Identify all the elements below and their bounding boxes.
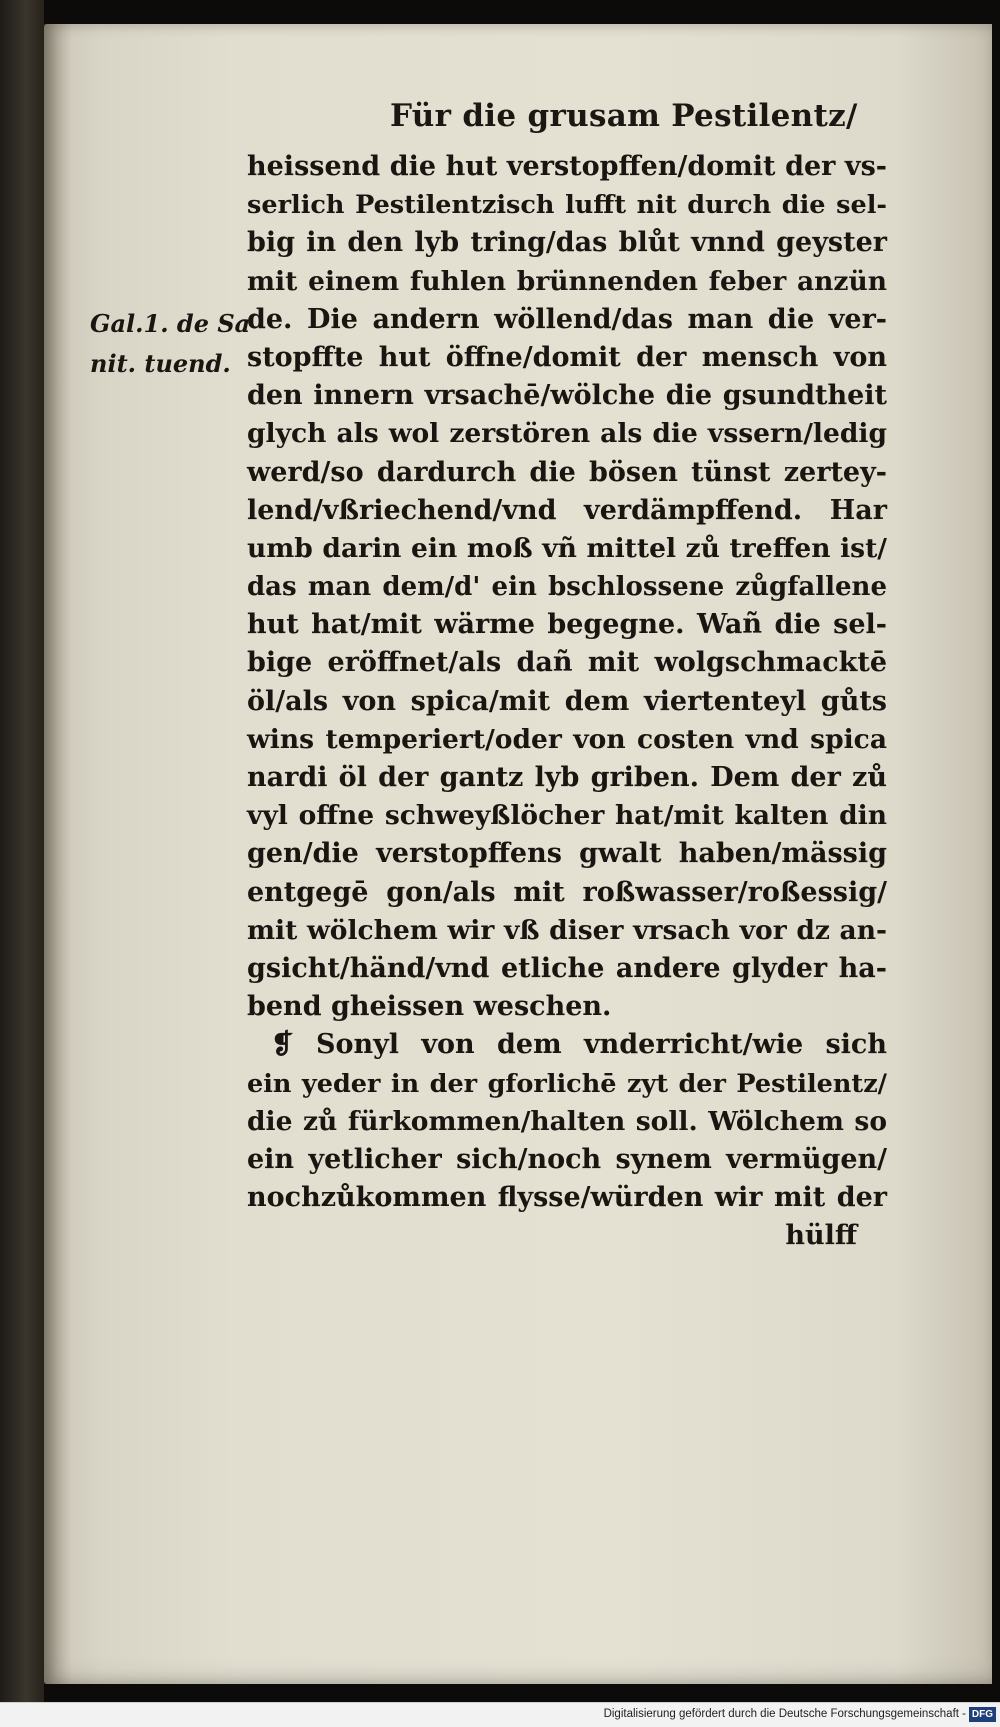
- body-line: mit wölchem wir vß diser vrsach vor dz an-: [247, 914, 887, 946]
- footer-bar: [0, 1702, 1000, 1727]
- paragraph-line: ❡ Sonyl von dem vnderricht/wie sich: [271, 1029, 887, 1061]
- body-line: gsicht/händ/vnd etliche andere glyder ha-: [247, 952, 887, 984]
- body-line: gen/die verstopffens gwalt haben/mässig: [247, 838, 887, 870]
- body-line: de. Die andern wöllend/das man die ver-: [247, 303, 887, 335]
- body-line: umb darin ein moß vñ mittel zů treffen ist/: [247, 532, 887, 564]
- paragraph-line: ein yeder in der gforlichē zyt der Pestilentz/: [247, 1068, 887, 1099]
- body-line: werd/so dardurch die bösen tünst zertey-: [247, 456, 887, 488]
- body-line: heissend die hut verstopffen/domit der vs-: [247, 151, 887, 182]
- dfg-logo: DFG: [969, 1707, 996, 1722]
- body-line: öl/als von spica/mit dem viertenteyl gůts: [247, 685, 887, 717]
- funding-credit: Digitalisierung gefördert durch die Deutsche Forschungsgemeinschaft -: [603, 1708, 966, 1720]
- margin-note-line: Gal.1. de Sa: [90, 309, 251, 338]
- catchword: hülff: [785, 1220, 857, 1252]
- body-line: bige eröffnet/als dañ mit wolgschmacktē: [247, 647, 887, 679]
- gutter-shadow: [44, 24, 72, 1684]
- margin-note: [90, 304, 251, 384]
- body-line: lend/vßriechend/vnd verdämpffend. Har: [247, 494, 887, 526]
- running-head: Für die grusam Pestilentz/: [390, 98, 858, 134]
- body-text: [247, 148, 887, 1255]
- body-line: glych als wol zerstören als die vssern/ledig: [247, 418, 887, 450]
- body-line: wins temperiert/oder von costen vnd spica: [247, 723, 887, 755]
- body-line: den innern vrsachē/wölche die gsundtheit: [247, 380, 887, 412]
- body-line: mit einem fuhlen brünnenden feber anzün: [247, 265, 887, 297]
- body-line: das man dem/d' ein bschlossene zůgfallene: [247, 572, 887, 603]
- body-line: bend gheissen weschen.: [247, 991, 612, 1023]
- book-binding-edge: [0, 0, 44, 1726]
- body-line: big in den lyb tring/das blůt vnnd geyster: [247, 227, 887, 259]
- margin-note-line: nit. tuend.: [90, 349, 231, 378]
- body-line: nardi öl der gantz lyb griben. Dem der zů: [247, 762, 887, 793]
- body-line: vyl offne schweyßlöcher hat/mit kalten din: [247, 800, 887, 832]
- body-line: stopffte hut öffne/domit der mensch von: [247, 341, 887, 373]
- body-line: hut hat/mit wärme begegne. Wañ die sel-: [247, 609, 887, 641]
- paragraph-line: die zů fürkommen/halten soll. Wölchem so: [247, 1105, 887, 1137]
- paragraph-line: ein yetlicher sich/noch synem vermügen/: [247, 1143, 887, 1175]
- body-line: entgegē gon/als mit roßwasser/roßessig/: [247, 876, 887, 908]
- body-line: serlich Pestilentzisch lufft nit durch die sel-: [247, 190, 887, 221]
- paragraph-line: nochzůkommen flysse/würden wir mit der: [247, 1182, 887, 1214]
